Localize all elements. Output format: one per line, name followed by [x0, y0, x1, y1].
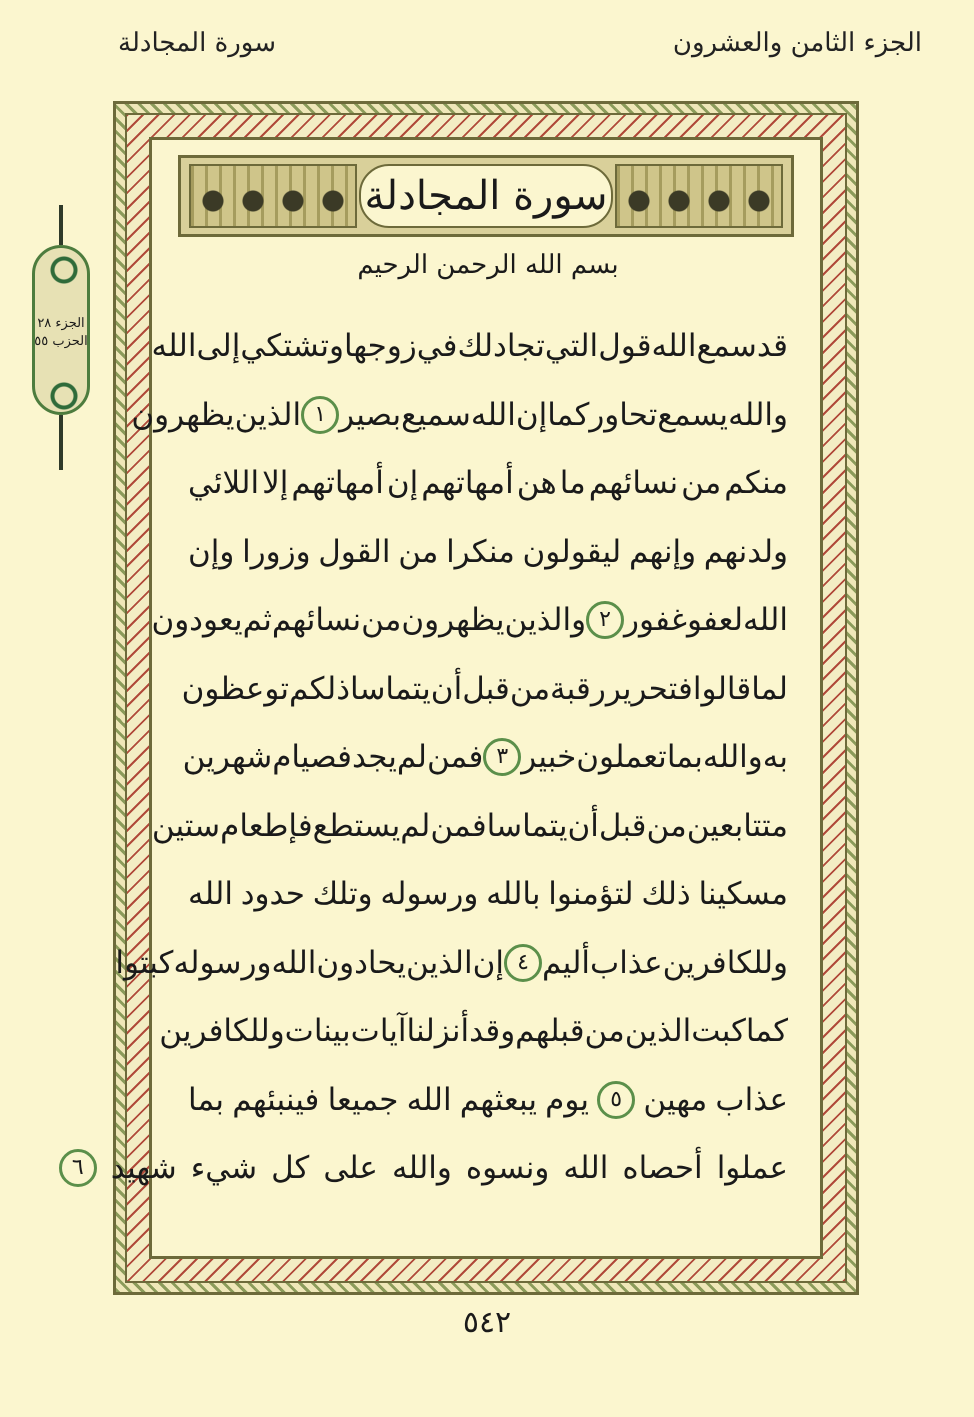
verse-word: يحادون: [316, 944, 407, 981]
verse-line: [188, 449, 788, 518]
verse-word: ونسوه: [465, 1150, 550, 1186]
verse-word: يبعثهم: [459, 1081, 537, 1118]
basmala: بسم الله الرحمن الرحيم: [357, 250, 619, 280]
verse-word: يتماسا: [486, 807, 568, 844]
verse-word: وزورا: [242, 533, 311, 570]
verse-line: [182, 723, 788, 792]
verse-word: الذين: [234, 396, 302, 433]
verse-word: هن: [516, 465, 557, 501]
verse-word: خبير: [521, 739, 577, 775]
verse-word: قبل: [462, 670, 510, 707]
verse-word: من: [361, 602, 402, 638]
verse-word: متتابعين: [686, 807, 788, 844]
verse-line: [188, 518, 788, 587]
verse-word: جميعا: [327, 1081, 399, 1118]
juz-hizb-medallion: [28, 205, 94, 470]
verse-word: يظهرون: [401, 602, 505, 638]
running-head-juz: الجزء الثامن والعشرون: [672, 28, 922, 58]
verse-line: [151, 792, 788, 861]
verse-word: الذين: [406, 944, 473, 981]
verse-word: كبتوا: [115, 944, 174, 981]
verse-word: سمع: [696, 328, 757, 364]
verse-word: وقد: [469, 1013, 516, 1049]
verse-word: أن: [430, 670, 463, 707]
verse-word: الله: [651, 328, 697, 364]
verse-word: أمهاتهم: [291, 465, 384, 501]
verse-word: لم: [400, 807, 431, 844]
verse-word: القول: [318, 533, 391, 570]
verse-word: عذاب: [590, 944, 663, 981]
verse-word: مهين: [643, 1081, 708, 1118]
verse-word: إلى: [196, 328, 241, 364]
verse-word: فمن: [430, 807, 487, 844]
verse-word: الله: [563, 1150, 609, 1186]
verse-word: حدود: [240, 876, 305, 912]
verse-word: بما: [666, 739, 703, 775]
verse-word: الله: [271, 944, 317, 981]
verse-word: وللكافرين: [159, 1013, 285, 1049]
verse-word: آيات: [350, 1013, 407, 1049]
verse-word: والله: [391, 1150, 452, 1186]
verse-word: والله: [702, 739, 763, 775]
verse-word: الله: [470, 396, 516, 433]
verse-word: لم: [396, 739, 427, 775]
verse-word: منكم: [724, 465, 788, 501]
page-number: ٥٤٢: [462, 1305, 512, 1340]
medallion-hizb: الحزب ٥٥: [34, 334, 88, 349]
verse-word: ليقولون: [522, 533, 622, 570]
verse-line: [188, 1066, 788, 1135]
verse-word: وتشتكي: [240, 328, 344, 364]
verse-word: تحاوركما: [547, 396, 658, 433]
verse-word: غفور: [624, 602, 687, 638]
verse-word: الله: [406, 1081, 452, 1118]
verse-word: يتماسا: [350, 670, 431, 707]
verse-word: نسائهم: [271, 602, 362, 638]
verse-word: تعملون: [576, 739, 667, 775]
verse-word: إن: [515, 396, 548, 433]
verse-word: لتؤمنوا: [548, 876, 634, 912]
verse-word: فمن: [426, 739, 484, 775]
verse-line: [181, 655, 788, 724]
verse-word: سميع: [401, 396, 471, 433]
verse-word: قبل: [598, 807, 647, 844]
verse-word: من: [584, 1013, 625, 1049]
verse-word: الله: [151, 328, 197, 364]
verse-word: قالوا: [692, 670, 752, 707]
verse-word: عملوا: [716, 1150, 788, 1186]
verse-word: به: [762, 739, 788, 775]
verse-word: شهيد: [110, 1150, 177, 1186]
medallion-text: [30, 315, 92, 351]
verse-word: أمهاتهم: [421, 465, 514, 501]
verse-line: [71, 1134, 788, 1203]
medallion-stem-top: [59, 205, 63, 245]
verse-word: ورسوله: [380, 876, 479, 912]
arabesque-right-icon: [615, 164, 783, 228]
verse-word: بصير: [339, 396, 402, 433]
verse-word: تجادلك: [457, 328, 545, 364]
verse-word: فتحرير: [605, 670, 693, 707]
verse-word: يستطع: [312, 807, 401, 844]
verse-word: بالله: [486, 876, 541, 912]
surah-header-banner: [178, 155, 794, 237]
verse-word: فينبئهم: [232, 1081, 320, 1118]
verse-word: ورسوله: [173, 944, 272, 981]
verse-word: من: [509, 670, 551, 707]
verse-word: لعفو: [686, 602, 744, 638]
verse-word: قد: [756, 328, 788, 364]
verse-word: كل: [271, 1150, 310, 1186]
verse-word: منكرا: [446, 533, 515, 570]
verse-word: يوم: [545, 1081, 589, 1118]
verse-line: [131, 381, 788, 450]
verse-word: إن: [472, 944, 504, 981]
verse-word: مسكينا: [698, 876, 788, 912]
ayah-number-marker: ٣: [483, 738, 521, 776]
verse-word: وإنهم: [628, 533, 697, 570]
verse-word: من: [398, 533, 439, 570]
verse-word: زوجها: [343, 328, 417, 364]
verse-line: [151, 312, 788, 381]
verse-word: وللكافرين: [662, 944, 788, 981]
verse-word: ثم: [242, 602, 272, 638]
verse-word: في: [416, 328, 458, 364]
verse-word: كبت: [691, 1013, 746, 1049]
verse-word: الذين: [624, 1013, 692, 1049]
verse-word: يعودون: [151, 602, 243, 638]
verse-word: أن: [567, 807, 599, 844]
verse-word: الله: [188, 876, 233, 912]
verse-word: يجد: [351, 739, 397, 775]
verse-word: فإطعام: [220, 807, 313, 844]
verse-line: [151, 586, 788, 655]
verse-line: [159, 997, 788, 1066]
ayah-number-marker: ٦: [59, 1149, 97, 1187]
verse-word: ما: [559, 465, 586, 501]
ayah-number-marker: ٥: [597, 1081, 635, 1119]
verse-word: رقبة: [550, 670, 606, 707]
verse-word: شيء: [190, 1150, 258, 1186]
ayah-number-marker: ٢: [586, 601, 624, 639]
verse-word: بينات: [284, 1013, 351, 1049]
verse-word: أليم: [541, 944, 591, 981]
medallion-juz: الجزء ٢٨: [37, 316, 85, 331]
verse-word: كما: [745, 1013, 788, 1049]
surah-title: سورة المجادلة: [359, 164, 613, 228]
verse-line: [115, 929, 788, 998]
verse-word: فصيام: [272, 739, 352, 775]
ayah-number-marker: ١: [301, 396, 339, 434]
verse-word: لما: [751, 670, 788, 707]
ayah-number-marker: ٤: [504, 944, 542, 982]
verse-word: ستين: [151, 807, 221, 844]
verse-word: أحصاه: [622, 1150, 703, 1186]
verse-word: قبلهم: [515, 1013, 585, 1049]
verse-word: ذلك: [641, 876, 691, 912]
verse-word: وإن: [188, 533, 235, 570]
verse-word: والله: [728, 396, 788, 433]
verse-word: ذلكم: [289, 670, 351, 707]
verse-word: من: [646, 807, 687, 844]
verse-word: التي: [544, 328, 599, 364]
verse-word: شهرين: [182, 739, 273, 775]
verse-word: أنزلنا: [406, 1013, 470, 1049]
verse-word: نسائهم: [588, 465, 679, 501]
verse-word: بما: [188, 1081, 225, 1118]
verse-word: عذاب: [715, 1081, 788, 1118]
verse-word: توعظون: [181, 670, 289, 707]
verse-line: [188, 860, 788, 929]
verse-word: على: [323, 1150, 378, 1186]
verse-word: اللائي: [188, 465, 260, 501]
verse-word: والذين: [504, 602, 587, 638]
verse-word: قول: [598, 328, 652, 364]
verse-word: وتلك: [312, 876, 373, 912]
verse-word: ولدنهم: [703, 533, 788, 570]
verse-word: يظهرون: [131, 396, 235, 433]
medallion-stem-bottom: [59, 415, 63, 470]
verse-word: من: [681, 465, 722, 501]
verse-word: يسمع: [657, 396, 729, 433]
verse-word: الله: [743, 602, 788, 638]
verse-word: إن: [386, 465, 419, 501]
running-head-surah: سورة المجادلة: [118, 28, 276, 58]
verse-text: [71, 312, 788, 1203]
arabesque-left-icon: [189, 164, 357, 228]
verse-word: إلا: [262, 465, 289, 501]
